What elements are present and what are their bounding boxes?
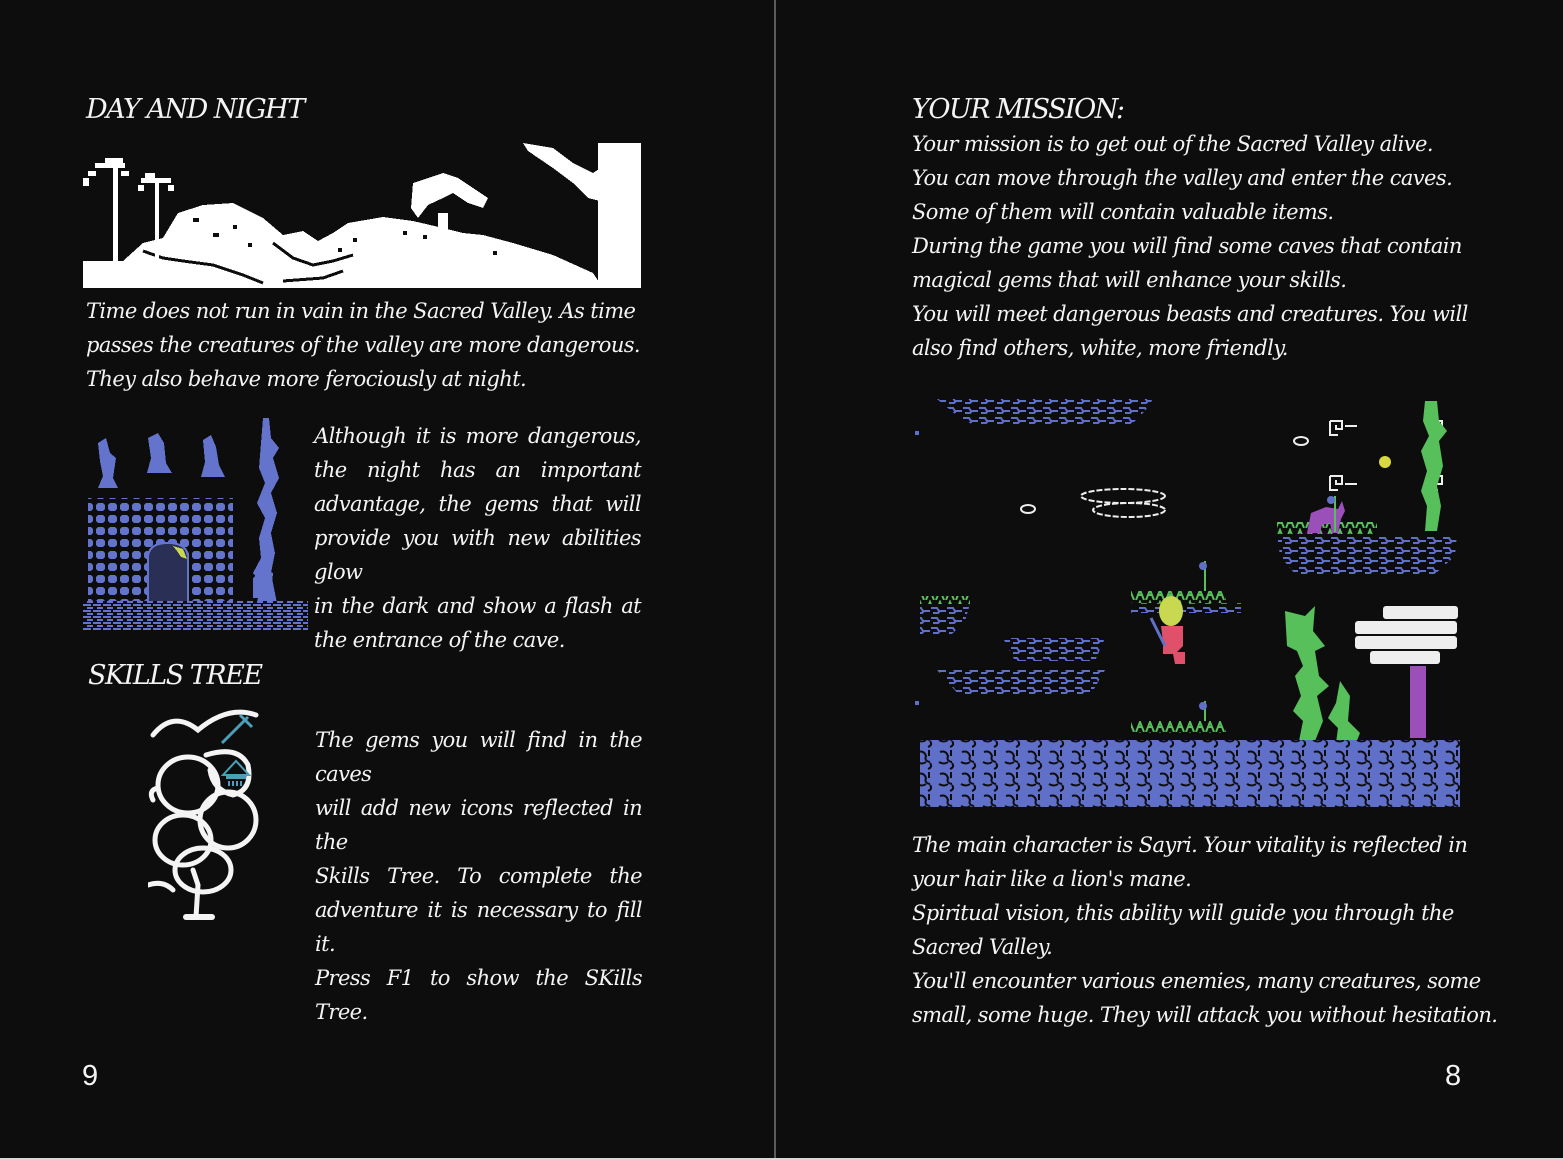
skills-tree-paragraph: The gems you will find in the caves will add new icons reflected in the Skills Tree. To complete the adventure it is necessary to fill it. Press F1 to show the SKills Tree. bbox=[315, 728, 642, 1024]
night-cave-image bbox=[83, 418, 308, 631]
mission-heading: YOUR MISSION: bbox=[912, 94, 1124, 125]
skills-tree-image bbox=[148, 705, 263, 920]
skills-tree-heading: SKILLS TREE bbox=[88, 660, 262, 691]
mission-paragraph: Your mission is to get out of the Sacred Valley alive. You can move through the valley and enter the caves. Some of them will contain valuable items. During the game you will find some caves that contain magical gems that will enhance your skills. You will meet dangerous beasts and creatures. You will also find others, white, more friendly. bbox=[912, 132, 1468, 360]
character-paragraph: The main character is Sayri. Your vitality is reflected in your hair like a lion's mane. Spiritual vision, this ability will guide you through the Sacred Valley. You'll encounter various enemies, many creatures, some small, some huge. They will attack you without hesitation. bbox=[912, 833, 1498, 1027]
night-advantage-paragraph: Although it is more dangerous, the night has an important advantage, the gems that will provide you with new abilities glow in the dark and show a flash at the entrance of the cave. bbox=[314, 424, 641, 652]
left-page bbox=[0, 0, 774, 1158]
game-screenshot-image bbox=[915, 396, 1462, 810]
day-night-paragraph: Time does not run in vain in the Sacred Valley. As time passes the creatures of the valley are more dangerous. They also behave more ferociously at night. bbox=[86, 299, 641, 391]
right-page bbox=[776, 0, 1563, 1158]
page-number-left: 9 bbox=[82, 1060, 99, 1092]
day-night-heading: DAY AND NIGHT bbox=[86, 94, 304, 125]
desert-landscape-image bbox=[83, 143, 641, 288]
page-number-right: 8 bbox=[1445, 1060, 1462, 1092]
